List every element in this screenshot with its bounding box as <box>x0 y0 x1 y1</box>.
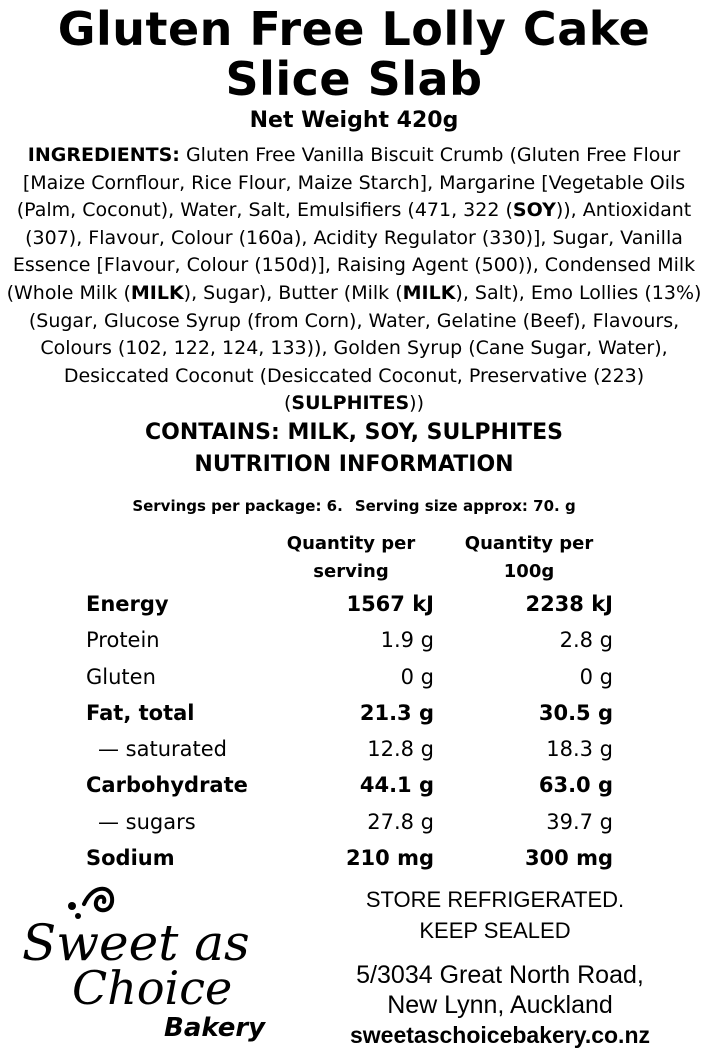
allergen-soy: SOY <box>512 199 556 222</box>
nutrient-label: Gluten <box>86 665 156 689</box>
per-serving-value: 21.3 g <box>359 701 434 725</box>
per-100g-value: 2.8 g <box>559 628 613 652</box>
nutrition-row-saturated <box>0 737 708 773</box>
per-100g-value: 300 mg <box>524 846 613 870</box>
per-100g-value: 39.7 g <box>546 810 613 834</box>
per-100g-value: 2238 kJ <box>525 592 613 616</box>
ingredients-text-2: )), Antioxidant (307), Flavour, Colour (160a), Acidity Regulator (330)], Sugar, Vanilla Essence [Flavour, Colour (150d)], Raising Agent (500)), Condensed Milk (Whole Milk ( <box>6 199 696 304</box>
address <box>300 960 700 1020</box>
allergen-sulphites: SULPHITES <box>291 392 410 415</box>
column-header-per-100g-line-1: Quantity per <box>464 533 594 554</box>
nutrient-label: Fat, total <box>86 701 195 725</box>
nutrient-label: Sodium <box>86 846 175 870</box>
ingredients-text-3: ), Sugar), Butter (Milk ( <box>183 281 403 304</box>
storage-line-2: KEEP SEALED <box>419 918 571 943</box>
nutrition-row-fat-total <box>0 701 708 737</box>
serving-size: Serving size approx: 70. g <box>354 497 576 515</box>
per-serving-value: 1567 kJ <box>346 592 434 616</box>
logo-text-line-3: Bakery <box>164 1013 266 1043</box>
column-header-per-serving-line-1: Quantity per <box>286 533 416 554</box>
servings-per-package: Servings per package: 6. <box>132 497 343 515</box>
nutrition-row-gluten <box>0 665 708 701</box>
per-serving-value: 1.9 g <box>380 628 434 652</box>
storage-instructions <box>330 884 660 946</box>
nutrition-row-sugars <box>0 810 708 846</box>
product-title <box>0 4 708 104</box>
website-url: sweetaschoicebakery.co.nz <box>350 1022 650 1048</box>
ingredients-paragraph <box>6 142 702 418</box>
nutrition-row-protein <box>0 628 708 664</box>
allergen-milk-2: MILK <box>402 281 456 304</box>
address-line-1: 5/3034 Great North Road, <box>356 961 644 989</box>
servings-info <box>0 497 708 515</box>
per-100g-value: 63.0 g <box>538 773 613 797</box>
storage-line-1: STORE REFRIGERATED. <box>365 887 625 912</box>
logo-swirl <box>84 889 112 911</box>
logo-dot <box>68 902 76 910</box>
nutrition-row-energy <box>0 592 708 628</box>
logo-text-line-1: Sweet as <box>22 914 250 972</box>
column-header-per-100g-line-2: 100g <box>503 561 555 582</box>
product-title-line-2: Slice Slab <box>225 52 483 106</box>
nutrient-label: Energy <box>86 592 169 616</box>
column-header-per-100g <box>455 530 603 586</box>
column-header-per-serving-line-2: serving <box>313 561 389 582</box>
allergen-milk-1: MILK <box>130 281 184 304</box>
product-title-line-1: Gluten Free Lolly Cake <box>57 2 651 56</box>
per-100g-value: 18.3 g <box>546 737 613 761</box>
nutrient-label: — sugars <box>98 810 196 834</box>
allergen-statement: CONTAINS: MILK, SOY, SULPHITES <box>144 420 564 445</box>
logo-text-line-2: Choice <box>72 961 233 1015</box>
nutrient-label: Protein <box>86 628 160 652</box>
per-serving-value: 210 mg <box>345 846 434 870</box>
nutrition-title: NUTRITION INFORMATION <box>194 452 514 477</box>
per-100g-value: 30.5 g <box>538 701 613 725</box>
per-serving-value: 44.1 g <box>359 773 434 797</box>
ingredients-text-4: ), Salt), Emo Lollies (13%) (Sugar, Glucose Syrup (from Corn), Water, Gelatine (Beef), Flavours, Colours (102, 122, 124, 133)), Golden Syrup (Cane Sugar, Water), Desiccated Coconut (Desiccated Coconut, Preservative (223) ( <box>28 281 702 415</box>
sweet-as-choice-bakery-logo <box>14 872 274 1052</box>
nutrient-label: Carbohydrate <box>86 773 248 797</box>
per-100g-value: 0 g <box>579 665 613 689</box>
ingredients-text-1: Gluten Free Vanilla Biscuit Crumb (Gluten Free Flour [Maize Cornflour, Rice Flour, Maize Starch], Margarine [Vegetable Oils (Palm, Coconut), Water, Salt, Emulsifiers (471, 322 ( <box>16 144 686 222</box>
ingredients-label: INGREDIENTS: <box>27 144 180 166</box>
ingredients-text-5: )) <box>409 392 424 415</box>
column-header-per-serving <box>278 530 424 586</box>
nutrition-row-carbohydrate <box>0 773 708 809</box>
per-serving-value: 27.8 g <box>367 810 434 834</box>
per-serving-value: 0 g <box>400 665 434 689</box>
per-serving-value: 12.8 g <box>367 737 434 761</box>
nutrient-label: — saturated <box>98 737 228 761</box>
address-line-2: New Lynn, Auckland <box>387 991 613 1019</box>
net-weight: Net Weight 420g <box>249 108 459 133</box>
